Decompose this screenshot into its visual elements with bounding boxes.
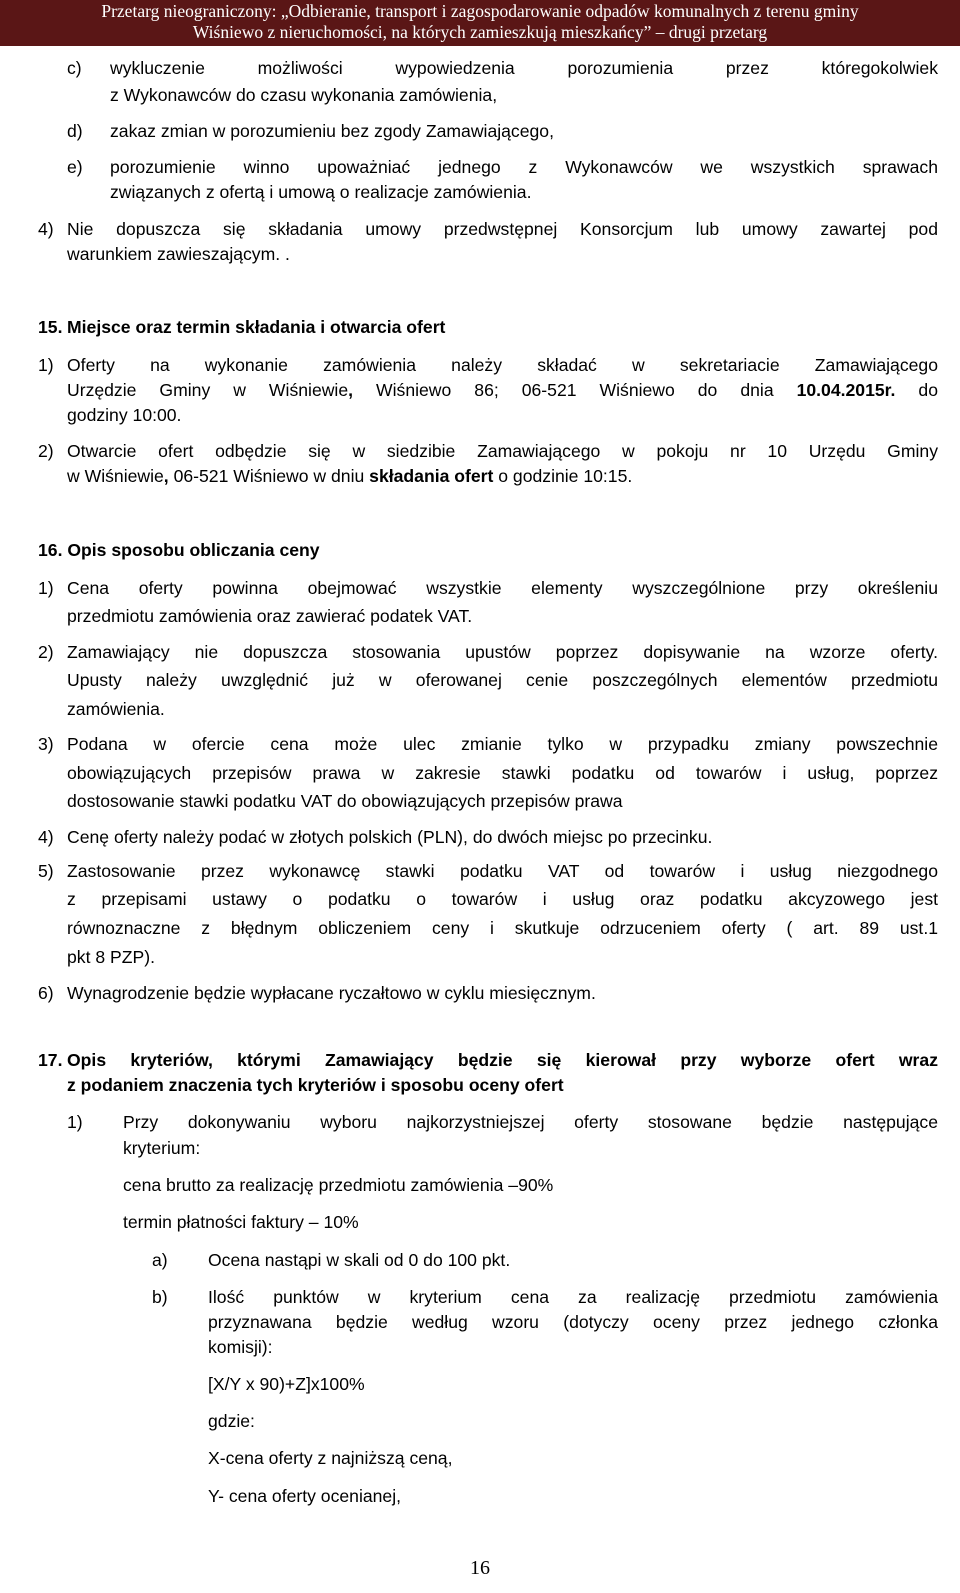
- s16-item-3-line-2: obowiązujących przepisów prawa w zakresie stawki podatku od towarów i usług, poprzez: [67, 763, 938, 783]
- s15-item-1-line-3: godziny 10:00.: [67, 405, 182, 425]
- section-17-number: 17.: [38, 1050, 63, 1070]
- s16-item-3-line-3: dostosowanie stawki podatku VAT do obowiązujących przepisów prawa: [67, 791, 623, 811]
- section-17-title-line-1: Opis kryteriów, którymi Zamawiający będzie się kierował przy wyborze ofert wraz: [67, 1050, 938, 1070]
- s15-item-2-line-1: Otwarcie ofert odbędzie się w siedzibie Zamawiającego w pokoju nr 10 Urzędu Gminy: [67, 441, 938, 461]
- s17-item-1-line-1: Przy dokonywaniu wyboru najkorzystniejszej oferty stosowane będzie następujące: [123, 1112, 938, 1132]
- s16-item-3-marker: 3): [38, 734, 54, 754]
- s17-item-a-line-1: Ocena nastąpi w skali od 0 do 100 pkt.: [208, 1250, 511, 1270]
- s16-item-5-marker: 5): [38, 861, 54, 881]
- header-line-1: Przetarg nieograniczony: „Odbieranie, transport i zagospodarowanie odpadów komunalnych z terenu gminy: [101, 1, 859, 21]
- s16-item-1-marker: 1): [38, 578, 54, 598]
- s15-item-1-line-2: Urzędzie Gminy w Wiśniewie, Wiśniewo 86; 06-521 Wiśniewo do dnia 10.04.2015r. do: [67, 380, 938, 400]
- s17-item-b-line-3: komisji):: [208, 1337, 273, 1357]
- item-e-line-2: związanych z ofertą i umową o realizacje zamówienia.: [110, 182, 532, 202]
- formula-y-definition: Y- cena oferty ocenianej,: [208, 1486, 402, 1506]
- s16-item-4-line-1: Cenę oferty należy podać w złotych polskich (PLN), do dwóch miejsc po przecinku.: [67, 827, 713, 847]
- s16-item-3-line-1: Podana w ofercie cena może ulec zmianie tylko w przypadku zmiany powszechnie: [67, 734, 938, 754]
- s17-item-b-line-1: Ilość punktów w kryterium cena za realizację przedmiotu zamówienia: [208, 1287, 938, 1307]
- s17-item-b-line-2: przyznawana będzie według wzoru (dotyczy oceny przez jednego członka: [208, 1312, 938, 1332]
- scoring-formula: [X/Y x 90)+Z]x100%: [208, 1374, 365, 1394]
- running-header: [0, 0, 960, 46]
- s16-item-5-line-2: z przepisami ustawy o podatku o towarów i usług oraz podatku akcyzowego jest: [67, 889, 938, 909]
- s16-item-2-marker: 2): [38, 642, 54, 662]
- formula-where: gdzie:: [208, 1411, 255, 1431]
- s16-item-5-line-1: Zastosowanie przez wykonawcę stawki podatku VAT od towarów i usług niezgodnego: [67, 861, 938, 881]
- section-16-title: 16. Opis sposobu obliczania ceny: [38, 540, 320, 560]
- criterion-price: cena brutto za realizację przedmiotu zamówienia –90%: [123, 1175, 554, 1195]
- page-number: 16: [470, 1557, 490, 1579]
- section-17-title-line-2: z podaniem znaczenia tych kryteriów i sposobu oceny ofert: [67, 1075, 564, 1095]
- section-15-title: Miejsce oraz termin składania i otwarcia ofert: [67, 317, 446, 337]
- s15-item-1-marker: 1): [38, 355, 54, 375]
- item-e-line-1: porozumienie winno upoważniać jednego z Wykonawców we wszystkich sprawach: [110, 157, 938, 177]
- s16-item-4-marker: 4): [38, 827, 54, 847]
- item-c-line-1: wykluczenie możliwości wypowiedzenia porozumienia przez któregokolwiek: [110, 58, 938, 78]
- s16-item-5-line-3: równoznaczne z błędnym obliczeniem ceny i skutkuje odrzuceniem oferty ( art. 89 ust.1: [67, 918, 938, 938]
- s16-item-1-line-2: przedmiotu zamówienia oraz zawierać podatek VAT.: [67, 606, 473, 626]
- item-c-marker: c): [67, 58, 82, 78]
- s16-item-2-line-1: Zamawiający nie dopuszcza stosowania upustów poprzez dopisywanie na wzorze oferty.: [67, 642, 938, 662]
- formula-x-definition: X-cena oferty z najniższą ceną,: [208, 1448, 453, 1468]
- criterion-payment-term: termin płatności faktury – 10%: [123, 1212, 359, 1232]
- s16-item-6-line-1: Wynagrodzenie będzie wypłacane ryczałtowo w cyklu miesięcznym.: [67, 983, 596, 1003]
- item-d-line-1: zakaz zmian w porozumieniu bez zgody Zamawiającego,: [110, 121, 554, 141]
- s16-item-6-marker: 6): [38, 983, 54, 1003]
- header-line-2: Wiśniewo z nieruchomości, na których zamieszkują mieszkańcy” – drugi przetarg: [192, 22, 768, 42]
- item-4-line-2: warunkiem zawieszającym. .: [67, 244, 290, 264]
- s17-item-a-marker: a): [152, 1250, 168, 1270]
- s15-item-2-line-2: w Wiśniewie, 06-521 Wiśniewo w dniu składania ofert o godzinie 10:15.: [67, 466, 633, 486]
- s15-item-1-line-1: Oferty na wykonanie zamówienia należy składać w sekretariacie Zamawiającego: [67, 355, 938, 375]
- item-4-marker: 4): [38, 219, 54, 239]
- s16-item-2-line-3: zamówienia.: [67, 699, 165, 719]
- item-c-line-2: z Wykonawców do czasu wykonania zamówienia,: [110, 85, 498, 105]
- item-d-marker: d): [67, 121, 83, 141]
- item-e-marker: e): [67, 157, 83, 177]
- s15-item-2-marker: 2): [38, 441, 54, 461]
- s16-item-1-line-1: Cena oferty powinna obejmować wszystkie elementy wyszczególnione przy określeniu: [67, 578, 938, 598]
- s17-item-1-line-2: kryterium:: [123, 1138, 201, 1158]
- s16-item-2-line-2: Upusty należy uwzględnić już w oferowanej cenie poszczególnych elementów przedmiotu: [67, 670, 938, 690]
- item-4-line-1: Nie dopuszcza się składania umowy przedwstępnej Konsorcjum lub umowy zawartej pod: [67, 219, 938, 239]
- s17-item-1-marker: 1): [67, 1112, 83, 1132]
- s16-item-5-line-4: pkt 8 PZP).: [67, 947, 155, 967]
- section-15-number: 15.: [38, 317, 63, 337]
- s17-item-b-marker: b): [152, 1287, 168, 1307]
